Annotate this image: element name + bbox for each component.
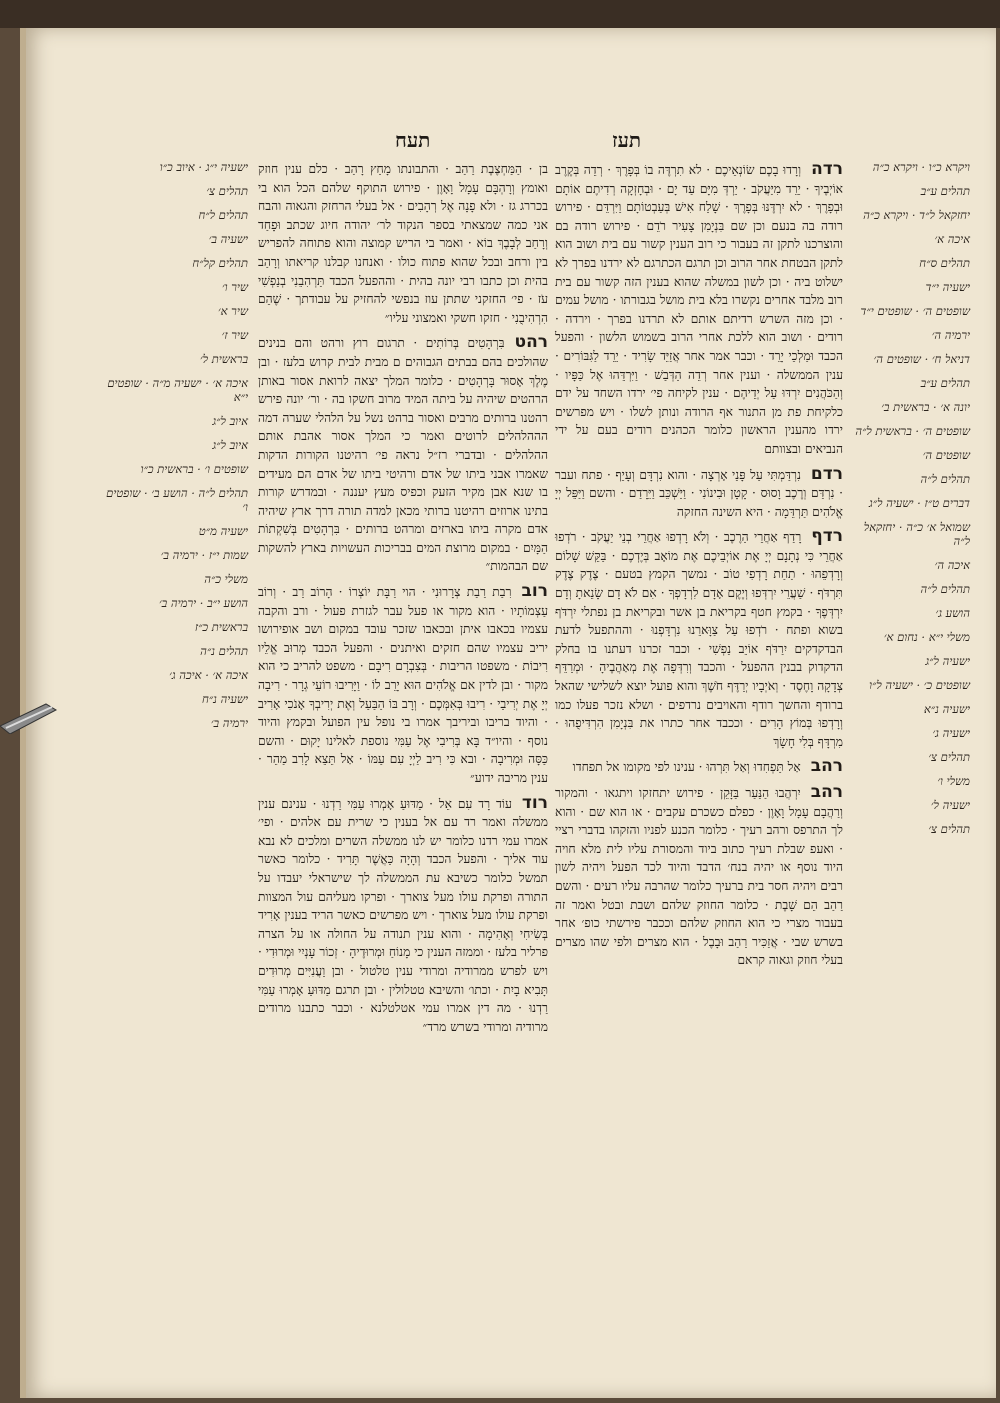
margin-reference: שופטים כ׳ · ישעיה ל״ו xyxy=(869,678,970,692)
margin-reference: שופטים ה׳ xyxy=(922,448,970,462)
margin-reference: ישעיה י״ד xyxy=(925,280,970,294)
margin-reference: ישעיה נ״ח xyxy=(202,692,248,706)
margin-reference: משלי ו׳ xyxy=(937,774,970,788)
margin-reference: משלי י״א · נחום א׳ xyxy=(883,630,970,644)
margin-reference: תהלים ל״ה xyxy=(920,582,970,596)
margin-reference: איוב ל״ג xyxy=(212,414,248,428)
margin-reference: שיר ו׳ xyxy=(221,280,248,294)
pen-nib-icon xyxy=(0,700,60,734)
margin-reference: ישעיה ל׳ xyxy=(930,798,970,812)
margin-reference: דניאל ח׳ · שופטים ה׳ xyxy=(873,352,970,366)
margin-reference: הושע י״ב · ירמיה ב׳ xyxy=(159,596,248,610)
margin-reference: שמות י״ז · ירמיה ב׳ xyxy=(160,548,248,562)
entry-root-word: רהט xyxy=(514,332,548,353)
margin-reference: הושע ג׳ xyxy=(935,606,970,620)
entry-text: בן · הַמַּחְצֶבֶת רַהַב · והתבונתו מָחַץ רָהַב · כלם ענין חוזק ואומץ וְרָהְבָּם עָמָל וָאָוֶן · פירוש התוקף שלהם הכל הוא בי בכררג גז · ולא פָנָה אֶל רְהָבִים · אל בעלי הרחזק והגאוה והבח אני כמה שמצאתי בספר הנקוד לר׳ יהודה חיוג שכתב וּפָחַד וְרָחַב לְבָבֶךְ בוֹא · ואמר בי הריש קמוצה והוא פתוחה להפריש בין ורחב ובכל שהוא פתוח כולו · ואנחנו קבלנו קריאתו וְרָהַב בהית וכן כתבו רבי יונה בהית · וההפעל הכבד תַּרְהִבֵנִי בְנַפְשִׁי עֹז · פי׳ החזקני שתתן עוז בנפשי להחזיק על עבודתך · שֶׁהֵם הִרְהִיבֻנִי · חזקו חשקי ואמצוני עליו״ xyxy=(258,162,548,325)
margin-reference: תהלים ל״ה xyxy=(920,472,970,486)
dictionary-entry xyxy=(258,794,548,1037)
dictionary-entry xyxy=(555,757,843,777)
margin-reference: תהלים ל״ח xyxy=(198,208,248,222)
margin-reference: שיר א׳ xyxy=(217,304,248,318)
margin-reference: ויקרא כ״ו · ויקרא כ״ה xyxy=(872,160,970,174)
margin-reference: תהלים צ׳ xyxy=(928,750,970,764)
margin-reference: בראשית ל׳ xyxy=(200,352,248,366)
dictionary-entry xyxy=(555,160,843,459)
margin-reference: שופטים ה׳ · שופטים י״ד xyxy=(860,304,970,318)
folio-number-left: תעח xyxy=(395,128,431,152)
entry-text: יִרְהֲבוּ הַנַּעַר בַּזָּקֵן · פירוש יתחזקו ויתגאו · והמקור וְרַהֲבָם עָמָל וָאָוֶן · כפלם כשכרם עקבים · או הוא שם · והוא לך התרפס ורהב רעיך · כלומר הכנע לפניו והזקהו בדברי רציי · ואעפ שבלת רעיך כתוב ביוד והמסורת עליו לית מלא חויה היוד נוסף או יהיה בנח׳ הדבד והיוד לכד הפעל ויהיה לשון רבים ויהיה חסר בית ברעיך כלומר שהרבה עליו רעים · והשם רַהַב הֵם שָׁבֶת · כלומר החוזק שלהם ושבת ובטל ואמר זה בעבור מצרי כי הוא החוזק שלהם וככבר פירשתי כופ׳ אחר בשרש שבי · אֲזַכִּיר רַהַב וּבָבֶל · הוא מצרים ולפי שהו מצרים בעלי חוזק וגאוה קראם xyxy=(555,786,843,968)
dictionary-entry xyxy=(258,160,548,327)
entry-text: בִּרְהָטִים בְּרוֹתִים · תרגום רוץ ורהט והם בנינים שהולכים בהם בבתים הגבוהים ם מבית לבית קרוש בלעז · ובן מֶלֶךְ אָסוּר בָּרְהָטִים · כלומר המלך יצאה לרואת אסור באותן הרהטים שיהיה על ביתה המיד מרוב חשקו בה · ור׳ יונה פירש רהטנו ברותים מרבים ואסור ברהט נשל על הלהלי שערה דמה הההלהלים לרוטים ואמר כי המלך אסור אהבת אותם ההלהלים · ובדברי רז״ל נראה פי׳ רהיטנו הקורות הדקות שאמרו אבני ביתו של אדם ורהיטי ביתו של אדם הם מעידים בו שנא אבן מקיר הזעק וכפיס מעץ יעננה · ובמדרש קורות בתינו ארוזים רהיטנו ברותי מכאן למדה תורה דרך ארץ שיהיה אדם מקרה ביתו בארזים ומרהט ברותים · בִּרְהָטִים בְּשִׁקְתוֹת הַמָּיִם · במקום מרוצת המים בבריכות העשויות בארץ להשקות שם הבהמות״ xyxy=(258,336,548,574)
entry-root-word: רדה xyxy=(811,159,843,179)
dictionary-entry xyxy=(258,333,548,576)
margin-reference: תהלים צ׳ xyxy=(928,822,970,836)
margin-reference: ישעיה נ״א xyxy=(923,702,970,716)
entry-root-word: רדם xyxy=(810,463,843,484)
entry-text: נִרְדַּמְתִּי עַל פָּנַי אָרְצָה · והוא נִרְדָּם וְעָיֵף · פתח ועבר · נִרְדַּם וְרֶכֶב וָסוּס · קָטָן וּבִינוֹנִי · וַיַּשְׁכֵּב וַיֵּרָדַם · והשם וַיַּפֵּל יְיָ אֱלֹהִים תַּרְדֵּמָה · היא השינה החזקה xyxy=(555,467,843,519)
margin-reference: תהלים ע״ב xyxy=(920,184,970,198)
entry-root-word: רדף xyxy=(811,526,843,547)
margin-reference: שופטים ה׳ · בראשית ל״ה xyxy=(855,424,970,438)
dictionary-entry xyxy=(555,465,843,522)
margin-reference: תהלים קל״ח xyxy=(192,256,248,270)
margin-reference: ירמיה ב׳ xyxy=(210,716,248,730)
margin-reference: שופטים ו׳ · בראשית כ״ו xyxy=(140,462,248,476)
margin-reference: איכה א׳ · ישעיה מ״ה · שופטים י״א xyxy=(107,376,248,404)
margin-reference: ישעיה מ״ט xyxy=(198,524,248,538)
right-margin-references xyxy=(850,160,970,846)
margin-reference: יחזקאל ל״ד · ויקרא כ״ה xyxy=(863,208,970,222)
margin-reference: תהלים נ״ה xyxy=(200,644,248,658)
margin-reference: איכה ה׳ xyxy=(934,558,970,572)
margin-reference: ירמיה ה׳ xyxy=(931,328,970,342)
margin-reference: תהלים ל״ה · הושע ב׳ · שופטים ו׳ xyxy=(106,486,248,514)
margin-reference: ישעיה ג׳ xyxy=(932,726,970,740)
margin-reference: ישעיה י״ג · איוב כ״ו xyxy=(159,160,248,174)
margin-reference: שמואל א׳ כ״ה · יחזקאל ל״ה xyxy=(863,520,970,548)
right-text-column xyxy=(555,160,843,976)
entry-root-word: רוב xyxy=(521,581,548,602)
margin-reference: איכה א׳ xyxy=(934,232,970,246)
folio-number-right: תעז xyxy=(612,128,642,152)
left-text-column xyxy=(258,160,548,1042)
entry-root-word: רהב xyxy=(810,782,843,802)
left-margin-references xyxy=(98,160,248,740)
dictionary-entry xyxy=(555,527,843,751)
margin-reference: ישעיה ב׳ xyxy=(208,232,248,246)
dictionary-entry xyxy=(258,582,548,788)
margin-reference: איוב ל״ג xyxy=(212,438,248,452)
entry-text: רָדַף אַחֲרֵי הַרֶכֶב · וְלֹא רָדְפוּ אַחֲרֵי בְנֵי יַעֲקֹב · רֹדְפוּ אַחֲרֵי כִּי נְתָנָם יְיָ אֶת אוֹיְבֵיכֶם אֶת מוֹאָב בְּיֶדְכֶם · בַּקֵּשׁ שָׁלוֹם וְרָדְפֵהוּ · תַחַת רָדְפִי טוֹב · נמשך הקמץ בטעם · צֶדֶק צֶדֶק תִּרְדֹּף · שַׁעֲרֵי יִרְדְּפוּ וְיֶקֶם אָדָם לִרְדָפְךָ · אִם לֹא דָם שָׂנֵאתָ וְדָם יִרְדְּפֶךָ · בקמץ חטף בקריאת בן אשר ובקריאת בן נפתלי יִרְדֹּף בשוא ופתח · רֹדְפוּ עַל צַוָּארֵנוּ נִרְדָּפְנוּ · וההתפעל לדעת הבדקדקים יִרַדֹּף אוֹיֵב נַפְשִׁי · וכבר זכרנו דעתנו בו בחלק הדקדוק בבנין ההפעל · והכבד וְרִדְּפָה אֶת מְאַהֲבֶיהָ · וּמְרַדֵּף צְדָקָה וָחֶסֶד · וְאֹיְבָיו יְרַדֶּף חֹשֶׁךְ והוא פועל יוצא לשלישי שהאל ברודף והחשך רודף והאויבים נרדפים · ושלא נזכר פעלו כמו וְרָדְפוּ בְּמוֹץ הָרִים · וככבד אחר כתרו את בִּנְיָמִן הִרְדִּיפֻהוּ · מִרְדָּף בְּלִי חָשָׂךְ xyxy=(555,530,843,749)
margin-reference: דברים ט״ז · ישעיה ל״ג xyxy=(868,496,970,510)
margin-reference: שיר ז׳ xyxy=(221,328,248,342)
dictionary-entry xyxy=(555,783,843,970)
margin-reference: תהלים ע״ב xyxy=(920,376,970,390)
margin-reference: משלי כ״ה xyxy=(204,572,248,586)
margin-reference: ישעיה ל״ג xyxy=(925,654,970,668)
entry-text: וְרָדוּ בָכֶם שׂוֹנְאֵיכֶם · לא תִרְדֶּה בוֹ בְּפָרֶךְ · רְדֵה בְּקֶרֶב אוֹיְבֶיךָ · יֵרֵד מִיַּעֲקֹב · יֵרְדְּ מִיָּם עַד יָם · וּבְחָזְקָה רְדִיתֶם אוֹתָם וּבְפָרֶךְ · לא יִרְדֶּנּוּ בְּפָרֶךְ · שָׁלַח אִישׁ בְּעַבְטוֹתָם וַיִּרְדֵּם · פירוש רודה בה בנעם וכן שם בִּנְיָמִן צָעִיר רֹדֵם · פירוש רודה בם והוצרכנו לתקן זה בעבור כי רוב הענין קשור עם בית ושוב הוא לתקן הבטחת אחר הרוב וכן תרגם הכתרגם לא ירדנו בפרך לא ישלוט ביה · וכן לשון במשלה שהוא בענין הזה קשור עם בית רוב מלבד אחרים נקשרו בלא בית מושל בגבורתו · מושל עמים · וכן מזה השרש רדיתם אותם לא תרדנו בפרך · וירדה · רודים · ושוב הוא ללכת אחרי הרוב בשמוש הלשון · והפעל הכבד וּמַלְכֵי יָרֵד · וכבר אמר אחר אֲזַיֵּד שָׂרִיד · יֵרֵד לַגִּבּוֹרִים · ענין הממשלה · וענין אחר רְדֵה הַדְּבַשׁ · וַיִּרְדֵּהוּ אֶל כַּפָּיו · וְהַכֹּהֲנִים יִרְדּוּ עַל יְדֵיהֶם · ענין לקיחה פי׳ ירדו השחד על ידם כלקיחת פת מן התנור אף הרודה ונותן לשלו · ויש מפרשים ירדו מהענין הראשון כלומר הכהנים רודים בעם על ידי הנביאים ובצוותם xyxy=(555,163,843,456)
margin-reference: תהלים צ׳ xyxy=(206,184,248,198)
margin-reference: תהלים ס״ח xyxy=(919,256,970,270)
book-top-edge xyxy=(0,0,1000,28)
entry-text: אַל תַּפְחִדוּ וְאַל תִּרְהוּ · ענינו לפי מקומו אל תפחדו xyxy=(572,760,801,775)
entry-text: עוֹד רָד עִם אֵל · מַדּוּעַ אָמְרוּ עַמִּי רַדְנוּ · ענינם ענין ממשלה ואמר רד עם אל בענין כי שרית עם אלהים · ופי׳ אמרו עמי רדנו כלומר יש לנו ממשלה השרים ומלכים לא נבא עוד אליך · והפעל הכבד וְהָיָה כַּאֲשֶׁר תָּרִיד · כלומר כאשר תמשל כלומר כשיבא עת הממשלה לך שישראלי יעבדו על התורה ופרקת עולו מעל צוארך · ופרקו מעליהם עול המצוות ופרקת עולו מעל צוארך · ויש מפרשים כאשר הריד בענין אָרִיד בְּשִׂיחִי וְאָהִימָה · והוא ענין תנודה על החולה או על הצרה פרליר בלעז · וממזה הענין כי מָנוֹחַ וּמְרוּדֶיהָ · זְכוֹר עָנְיִי וּמְרוּדִי · ויש לפרש ממרודיה ומרודי ענין טלטול · ובן וַעֲנִיִּים מְרוּדִים תָּבִיא בָיִת · וכתו׳ והשיבא טטלולין · ובן תרגם מַדּוּעַ אָמְרוּ עַמִּי רַדְנוּ · מה דין אמרו עמי אטלטלנא · וכבר כתבנו מרודים מרודיה ומרודי בשרש מרד״ xyxy=(258,796,548,1034)
entry-root-word: רוד xyxy=(521,792,548,813)
entry-text: רִבַת רַבַת צְרָרוּנִי · הוי רַבָּת יוֹצְרוֹ · הָרוֹב רַב · וְרוֹב עַצְמוֹתָיו · הוא מקור או פעל עבר לגזרת פעול · ורב והקבה עצמיו בכאבו איתן ובכאבו שזכר עובד במקום ושב אופירושו יריב עצמיו שהם חזקים ואיתנים · והפעל הכבד מְרוּב אֱלֵיו רִיבוֹת · משפטו הריבות · בְּצִבְרָם רִיבָם · משפט להריב כי הוא מקור · ובן לדין אם אֱלֹהִים הוּא יָרֵב לוֹ · וַיָּרִיבוּ רוֹעֵי גְרָר · רִיבָה יְיָ אֶת יְרִיבַי · רִיבוּ בְּאִמְּכֶם · וְרָב בּוֹ הַבַּעַל וְאֶת יְרִיבְךָ אָנֹכִי אָרִיב · והיוד בריבו וביריבך אמרו בי נופל עין הפועל ובקמץ והיוד נוסף · והיו״ד בָּא בְּרִיבִי אֶל עַמִּי נוספת לאלינו יָקוּם · והשם כַּסָּה וּמְרִיבָה · ובא כִּי רִיב לַיְיָ עִם עַמּוֹ · אַל תֵּצֵא לָרִב מַהֵר · ענין מריבה ידוע״ xyxy=(258,585,548,785)
margin-reference: בראשית כ״ז xyxy=(194,620,248,634)
margin-reference: יונה א׳ · בראשית ב׳ xyxy=(881,400,970,414)
entry-root-word: רהב xyxy=(810,756,843,777)
margin-reference: איכה א׳ · איכה ג׳ xyxy=(169,668,248,682)
